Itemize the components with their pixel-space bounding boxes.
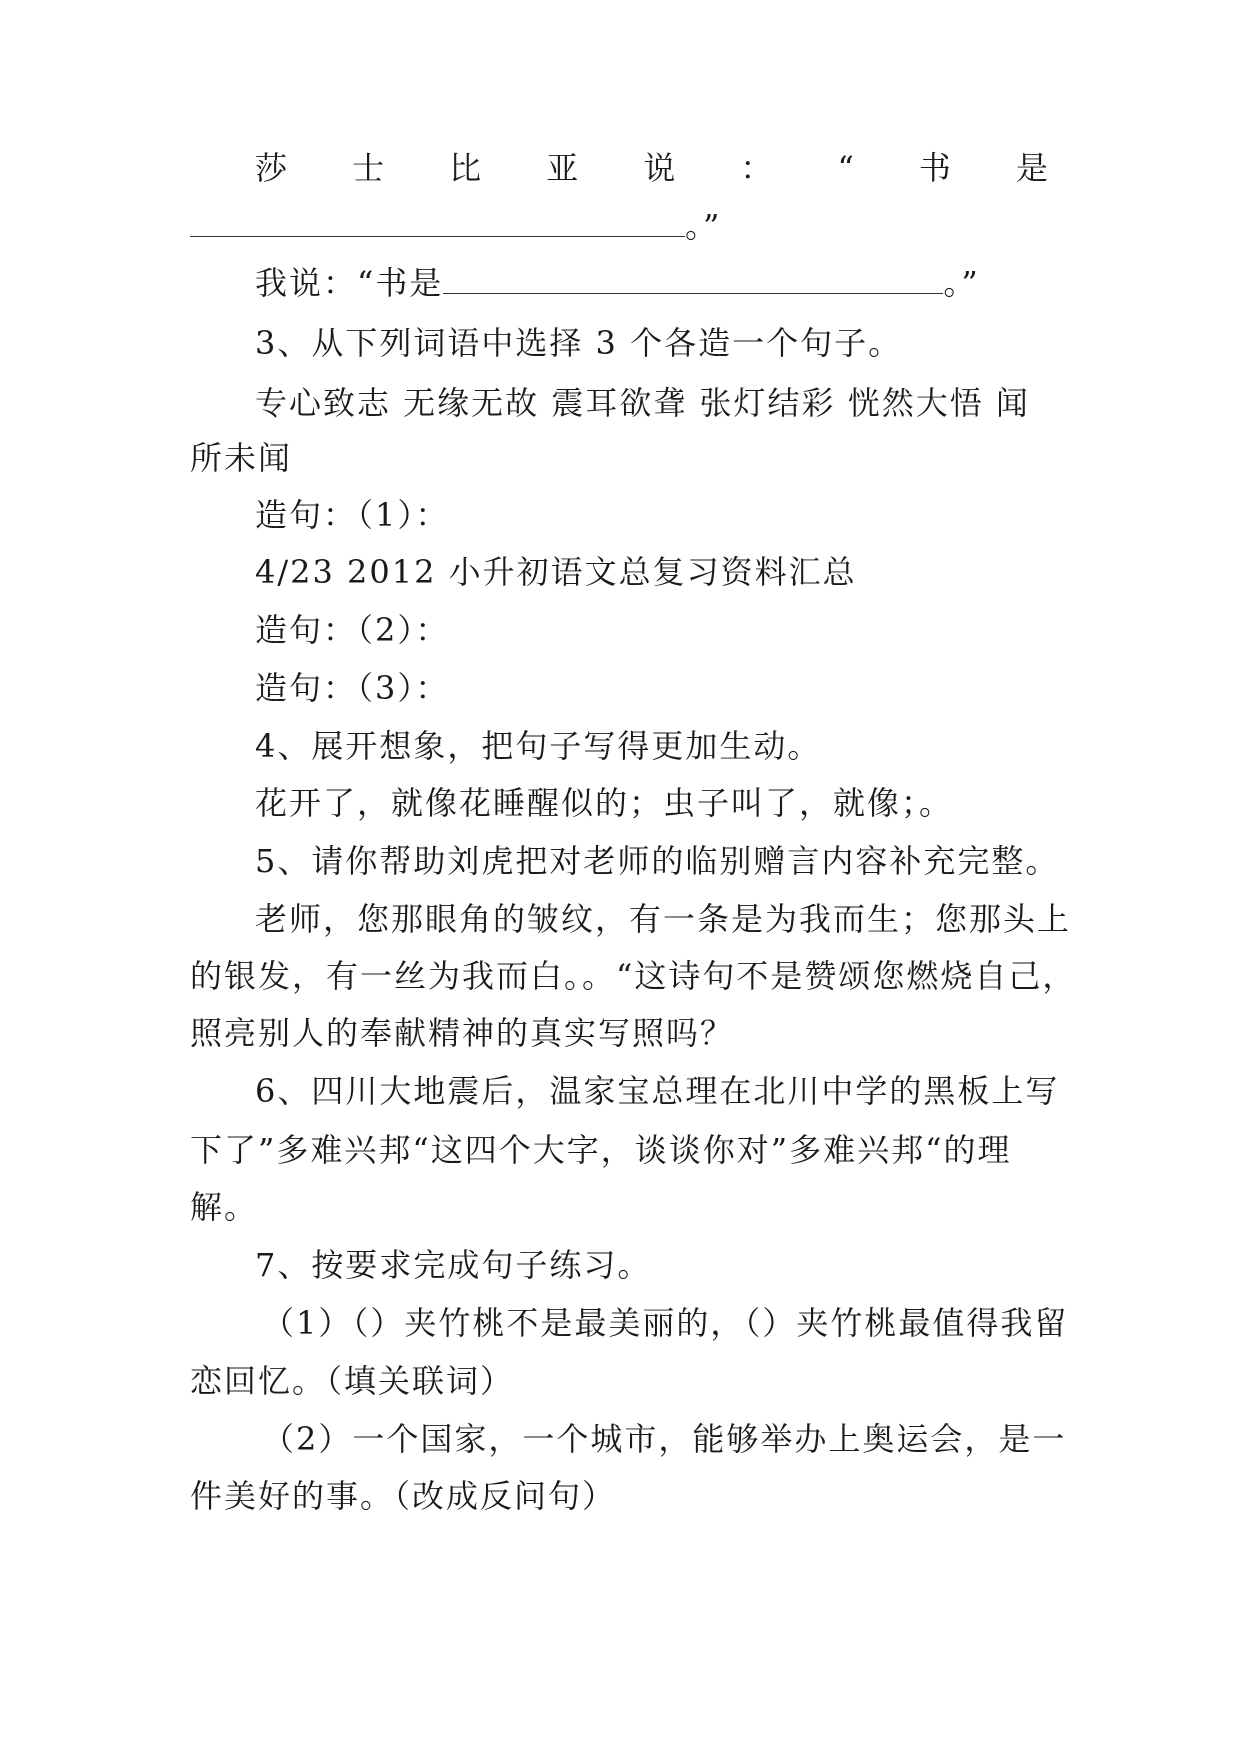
q3-words-line: 所未闻 bbox=[190, 439, 293, 477]
q3-words-line: 专心致志 无缘无故 震耳欲聋 张灯结彩 恍然大悟 闻 bbox=[255, 384, 1030, 422]
q3-sentence-3: 造句：（3）： bbox=[255, 669, 450, 707]
q4-text: 花开了，就像花睡醒似的；虫子叫了，就像；。 bbox=[255, 784, 954, 822]
q5-text-line: 照亮别人的奉献精神的真实写照吗？ bbox=[190, 1014, 735, 1052]
shakespeare-quote-line bbox=[255, 148, 1050, 188]
my-saying-prefix: 我说：“书是 bbox=[255, 264, 444, 302]
quote-char: 士 bbox=[352, 149, 387, 187]
quote-end: 。” bbox=[943, 264, 980, 302]
q3-sentence-1: 造句：（1）： bbox=[255, 496, 450, 534]
q6-text-line: 解。 bbox=[190, 1188, 259, 1226]
q4-title: 4、展开想象，把句子写得更加生动。 bbox=[255, 727, 822, 765]
fill-in-blank[interactable] bbox=[443, 263, 943, 294]
quote-char: 莎 bbox=[255, 149, 290, 187]
q7-item-1-line: 恋回忆。（填关联词） bbox=[190, 1362, 515, 1400]
q7-item-1-line: （1）（）夹竹桃不是最美丽的，（）夹竹桃最值得我留 bbox=[262, 1304, 1069, 1342]
quote-end: 。” bbox=[685, 207, 722, 245]
quote-char: 说 bbox=[643, 149, 678, 187]
q5-title: 5、请你帮助刘虎把对老师的临别赠言内容补充完整。 bbox=[255, 842, 1060, 880]
page-footer: 4/23 2012 小升初语文总复习资料汇总 bbox=[255, 553, 857, 591]
quote-char: 亚 bbox=[546, 149, 581, 187]
shakespeare-blank-line bbox=[190, 206, 1050, 246]
q3-sentence-2: 造句：（2）： bbox=[255, 611, 450, 649]
quote-char: 书 bbox=[918, 149, 953, 187]
fill-in-blank[interactable] bbox=[190, 206, 685, 237]
quote-char: ： bbox=[740, 149, 775, 187]
q5-text-line: 老师，您那眼角的皱纹，有一条是为我而生；您那头上 bbox=[255, 900, 1072, 938]
quote-char: 比 bbox=[449, 149, 484, 187]
q7-item-2-line: 件美好的事。（改成反问句） bbox=[190, 1477, 617, 1515]
my-saying-line bbox=[255, 263, 1050, 303]
q7-title: 7、按要求完成句子练习。 bbox=[255, 1246, 652, 1284]
q5-text-line: 的银发，有一丝为我而白。。“这诗句不是赞颂您燃烧自己， bbox=[190, 957, 1077, 995]
quote-char: 是 bbox=[1015, 149, 1050, 187]
quote-char: “ bbox=[837, 149, 856, 187]
q6-text-line: 6、四川大地震后，温家宝总理在北川中学的黑板上写 bbox=[255, 1072, 1060, 1110]
q3-title: 3、从下列词语中选择 3 个各造一个句子。 bbox=[255, 324, 903, 362]
q7-item-2-line: （2）一个国家，一个城市，能够举办上奥运会，是一 bbox=[262, 1420, 1067, 1458]
q6-text-line: 下了”多难兴邦“这四个大字，谈谈你对”多难兴邦“的理 bbox=[190, 1131, 1012, 1169]
